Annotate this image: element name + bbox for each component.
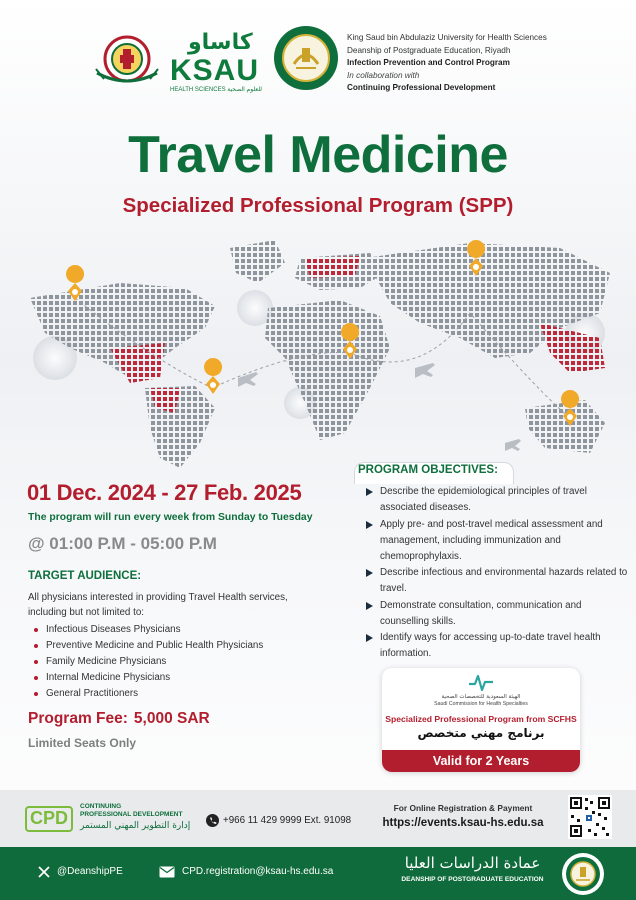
list-item: Infectious Diseases Physicians <box>34 622 263 638</box>
program-objectives <box>352 458 628 668</box>
weekly-schedule: The program will run every week from Sunday to Tuesday <box>28 512 313 523</box>
cpd-line-1: CONTINUING <box>80 803 122 810</box>
airplane-icon <box>238 363 521 451</box>
list-item: Identify ways for accessing up-to-date travel health information. <box>366 630 628 662</box>
target-audience-list <box>34 622 263 702</box>
list-item: Preventive Medicine and Public Health Physicians <box>34 638 263 654</box>
list-item: General Practitioners <box>34 686 263 702</box>
deanship-footer-seal-logo <box>561 852 605 896</box>
program-fee <box>28 710 210 728</box>
scfhs-accreditation-card <box>382 668 580 772</box>
fee-label: Program Fee: <box>28 710 128 727</box>
department-name: Infection Prevention and Control Program <box>347 58 510 67</box>
deanship-name: Deanship of Postgraduate Education, Riyadh <box>347 45 511 55</box>
university-name: King Saud bin Abdulaziz University for Health Sciences <box>347 33 547 42</box>
cpd-arabic-name: إدارة التطوير المهني المستمر <box>80 821 191 831</box>
list-item: Family Medicine Physicians <box>34 654 263 670</box>
ksau-arabic-wordmark: كاساو <box>188 30 253 55</box>
limited-seats-note: Limited Seats Only <box>28 736 137 750</box>
contact-email[interactable]: CPD.registration@ksau-hs.edu.sa <box>182 866 334 877</box>
fee-value: 5,000 SAR <box>133 710 210 727</box>
list-item: Apply pre- and post-travel medical assessment and management, including immunization and chemoprophylaxis. <box>366 517 628 565</box>
target-audience-heading: TARGET AUDIENCE: <box>28 570 142 582</box>
deanship-arabic-name: عمادة الدراسات العليا <box>404 854 541 872</box>
world-map-illustration <box>0 228 636 473</box>
objectives-list <box>366 484 628 663</box>
ministry-emblem-logo <box>92 33 162 89</box>
collaboration-label: In collaboration with <box>347 70 420 80</box>
page-subtitle: Specialized Professional Program (SPP) <box>122 194 514 217</box>
cpd-logo: CPD <box>25 806 73 832</box>
list-item: Demonstrate consultation, communication and counselling skills. <box>366 598 628 630</box>
list-item: Describe the epidemiological principles of travel associated diseases. <box>366 484 628 516</box>
email-icon <box>159 866 175 878</box>
ksau-subtitle: HEALTH SCIENCES للعلوم الصحية <box>170 87 263 93</box>
registration-label: For Online Registration & Payment <box>393 803 533 813</box>
phone-number[interactable]: +966 11 429 9999 Ext. 91098 <box>223 815 352 826</box>
scfhs-arabic-name: الهيئة السعودية للتخصصات الصحية <box>441 694 521 700</box>
scfhs-program-arabic: برنامج مهني متخصص <box>417 726 545 740</box>
scfhs-english-name: Saudi Commission for Health Specialties <box>434 701 528 707</box>
partner-name: Continuing Professional Development <box>347 83 496 92</box>
x-twitter-icon[interactable] <box>38 866 50 878</box>
page-title: Travel Medicine <box>128 126 508 184</box>
header-text <box>347 32 627 95</box>
objectives-heading: PROGRAM OBJECTIVES: <box>358 464 498 476</box>
phone-icon <box>206 814 219 827</box>
ksau-logo <box>168 30 268 92</box>
session-time: @ 01:00 P.M - 05:00 P.M <box>28 534 217 553</box>
qr-code[interactable] <box>568 795 612 839</box>
target-audience-intro: All physicians interested in providing Travel Health services, including but not limited to: <box>28 592 288 618</box>
scfhs-logo-icon <box>467 672 495 692</box>
list-item: Internal Medicine Physicians <box>34 670 263 686</box>
deanship-seal-logo <box>272 24 340 92</box>
deanship-english-name: DEANSHIP OF POSTGRADUATE EDUCATION <box>401 876 544 883</box>
list-item: Describe infectious and environmental hazards related to travel. <box>366 565 628 597</box>
cpd-line-2: PROFESSIONAL DEVELOPMENT <box>80 811 183 818</box>
scfhs-program-label: Specialized Professional Program from SCFHS <box>385 714 577 724</box>
registration-link[interactable]: https://events.ksau-hs.edu.sa <box>382 817 544 829</box>
validity-badge: Valid for 2 Years <box>382 750 580 772</box>
ksau-english-wordmark: KSAU <box>170 54 260 87</box>
cpd-name <box>80 803 182 819</box>
program-dates: 01 Dec. 2024 - 27 Feb. 2025 <box>27 480 302 505</box>
social-handle[interactable]: @DeanshipPE <box>57 866 123 877</box>
